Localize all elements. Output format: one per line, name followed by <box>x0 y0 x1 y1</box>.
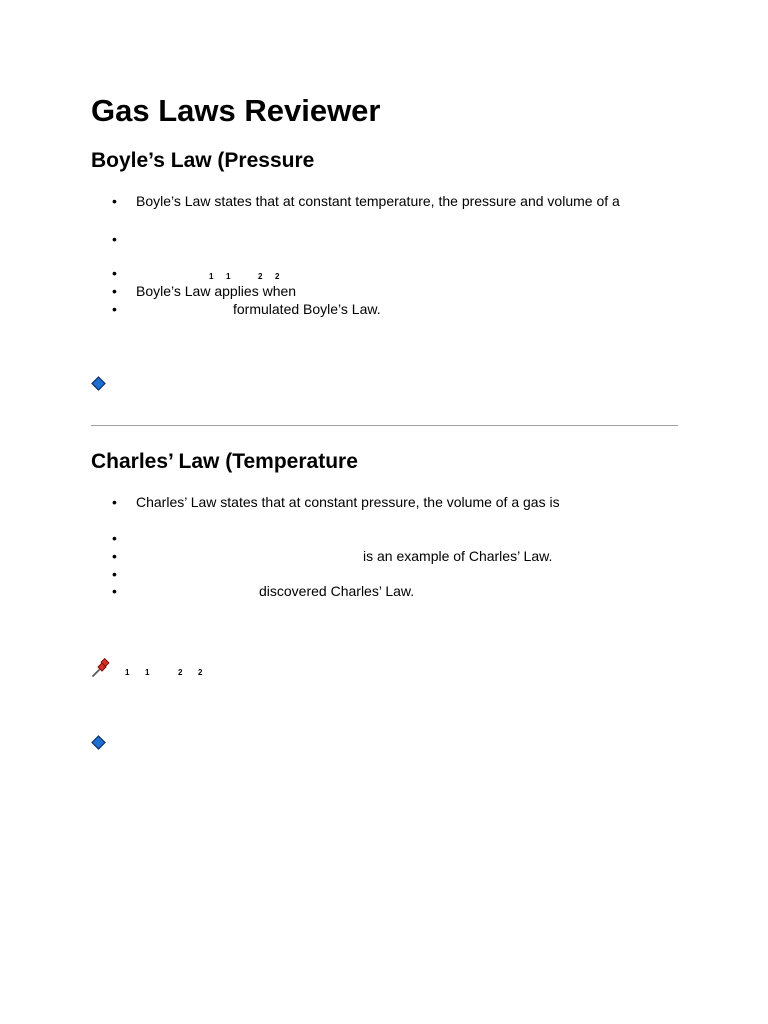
bullet-marker: • <box>112 283 117 299</box>
charles-law-statement: Charles’ Law states that at constant pressure, the volume of a gas is <box>136 494 560 510</box>
bullet-marker: • <box>112 265 117 281</box>
boyles-law-applies: Boyle’s Law applies when <box>136 283 297 299</box>
document-title: Gas Laws Reviewer <box>91 93 381 128</box>
diamond-icon <box>91 376 106 391</box>
bullet-marker: • <box>112 583 117 599</box>
subscript: 2 <box>275 272 280 281</box>
boyles-law-statement: Boyle’s Law states that at constant temperature, the pressure and volume of a <box>136 193 620 209</box>
charles-law-discovered: discovered Charles’ Law. <box>259 583 415 599</box>
bullet-marker: • <box>112 548 117 564</box>
diamond-icon <box>91 735 106 750</box>
charles-law-example: is an example of Charles’ Law. <box>363 548 553 564</box>
bullet-marker: • <box>112 231 117 247</box>
bullet-marker: • <box>112 530 117 546</box>
bullet-marker: • <box>112 494 117 510</box>
section-divider <box>91 425 678 426</box>
subscript: 2 <box>198 668 203 677</box>
bullet-marker: • <box>112 301 117 317</box>
boyles-law-formulated: formulated Boyle’s Law. <box>233 301 381 317</box>
bullet-marker: • <box>112 566 117 582</box>
section-heading-boyles-law: Boyle’s Law (Pressure <box>91 149 315 172</box>
bullet-marker: • <box>112 193 117 209</box>
subscript: 2 <box>258 272 263 281</box>
subscript: 1 <box>125 668 130 677</box>
subscript: 1 <box>226 272 231 281</box>
subscript: 1 <box>209 272 214 281</box>
subscript: 1 <box>145 668 150 677</box>
subscript: 2 <box>178 668 183 677</box>
section-heading-charles-law: Charles’ Law (Temperature <box>91 450 358 473</box>
pushpin-icon <box>91 658 111 678</box>
